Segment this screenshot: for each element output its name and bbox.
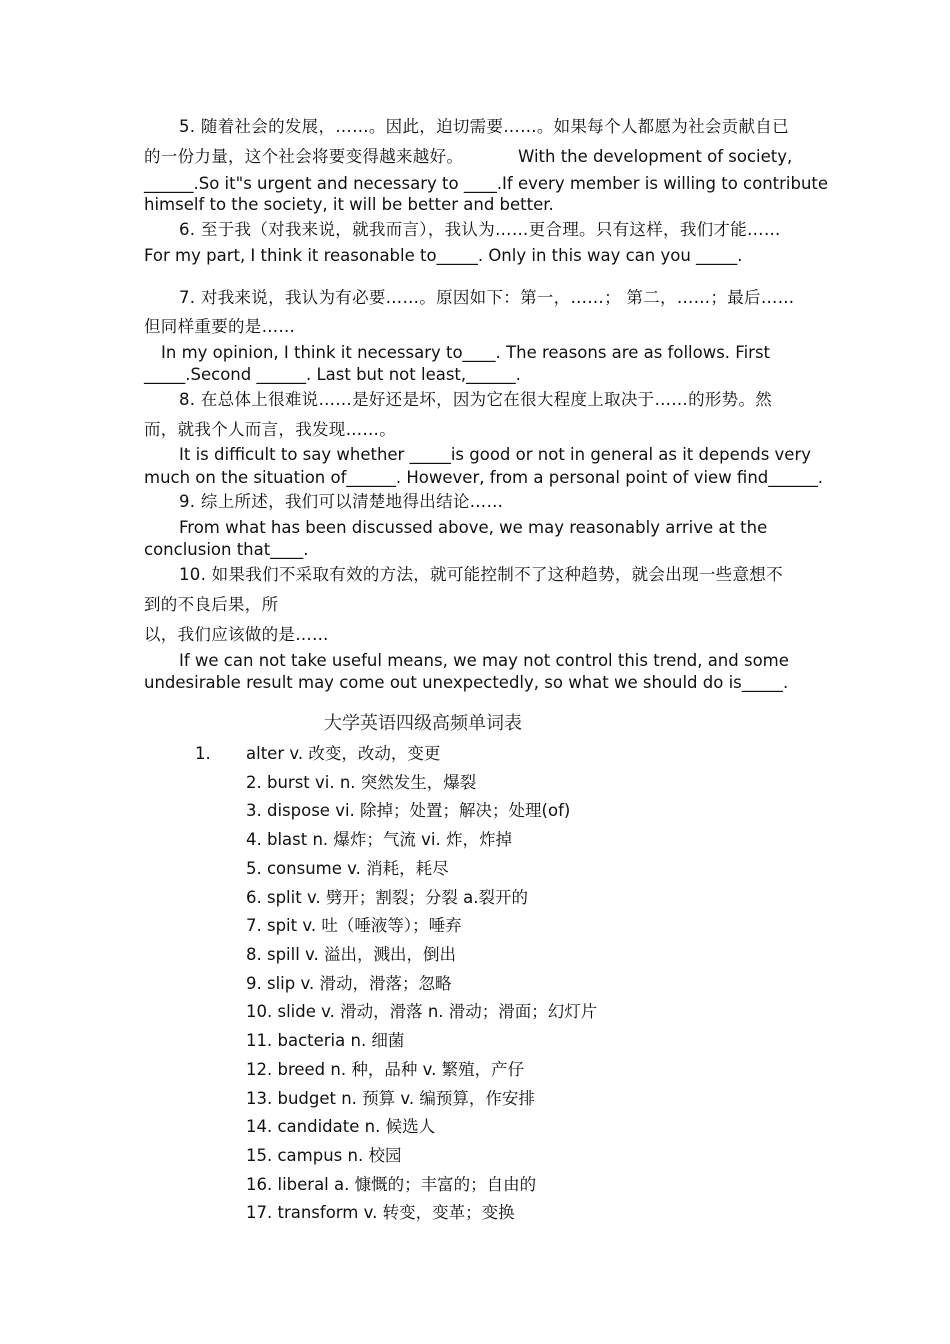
- vocab-item: 13. budget n. 预算 v. 编预算，作安排: [246, 1089, 535, 1108]
- vocab-item: 7. spit v. 吐（唾液等）；唾弃: [246, 916, 462, 935]
- vocab-item: 11. bacteria n. 细菌: [246, 1031, 405, 1050]
- para-8-chinese-line-1: 8. 在总体上很难说……是好还是坏，因为它在很大程度上取决于……的形势。然: [179, 390, 773, 409]
- vocab-item: 6. split v. 劈开；割裂；分裂 a.裂开的: [246, 888, 529, 907]
- vocab-item: 12. breed n. 种，品种 v. 繁殖，产仔: [246, 1060, 525, 1079]
- vocab-item: 9. slip v. 滑动，滑落；忽略: [246, 974, 452, 993]
- para-7-english-line-2: _____.Second ______. Last but not least,______.: [144, 365, 521, 384]
- vocab-item: 17. transform v. 转变，变革；变换: [246, 1203, 515, 1222]
- para-6-chinese: 6. 至于我（对我来说，就我而言），我认为……更合理。只有这样，我们才能……: [179, 220, 781, 239]
- vocab-list-title: 大学英语四级高频单词表: [324, 713, 522, 734]
- para-10-chinese-line-1: 10. 如果我们不采取有效的方法，就可能控制不了这种趋势，就会出现一些意想不: [179, 565, 783, 584]
- para-5-english-line-1: With the development of society,: [518, 147, 793, 166]
- para-10-chinese-line-3: 以，我们应该做的是……: [144, 625, 329, 644]
- para-7-chinese-line-1: 7. 对我来说，我认为有必要……。原因如下：第一，……； 第二，……；最后……: [179, 288, 795, 307]
- vocab-item: 4. blast n. 爆炸；气流 vi. 炸，炸掉: [246, 830, 512, 849]
- para-9-chinese: 9. 综上所述，我们可以清楚地得出结论……: [179, 492, 504, 511]
- para-10-english-line-1: If we can not take useful means, we may not control this trend, and some: [179, 651, 789, 670]
- para-5-english-line-2: ______.So it"s urgent and necessary to ____.If every member is willing to contribute: [144, 174, 829, 193]
- para-5-english-line-3: himself to the society, it will be better and better.: [144, 195, 554, 214]
- vocab-item: 10. slide v. 滑动，滑落 n. 滑动；滑面；幻灯片: [246, 1002, 598, 1021]
- para-9-english-line-1: From what has been discussed above, we may reasonably arrive at the: [179, 518, 768, 537]
- para-9-english-line-2: conclusion that____.: [144, 540, 309, 559]
- para-8-chinese-line-2: 而，就我个人而言，我发现……。: [144, 420, 396, 439]
- para-8-english-line-1: It is difficult to say whether _____is good or not in general as it depends very: [179, 445, 812, 464]
- vocab-item: 16. liberal a. 慷慨的；丰富的；自由的: [246, 1175, 537, 1194]
- vocab-item: 8. spill v. 溢出，溅出，倒出: [246, 945, 457, 964]
- vocab-item: 15. campus n. 校园: [246, 1146, 402, 1165]
- vocab-item: 14. candidate n. 候选人: [246, 1117, 436, 1136]
- para-6-english: For my part, I think it reasonable to_____. Only in this way can you _____.: [144, 246, 743, 265]
- vocab-item: 5. consume v. 消耗，耗尽: [246, 859, 449, 878]
- para-5-chinese-line-2: 的一份力量，这个社会将要变得越来越好。: [144, 147, 464, 166]
- vocab-item: alter v. 改变，改动，变更: [246, 744, 441, 763]
- para-7-english-line-1: In my opinion, I think it necessary to____. The reasons are as follows. First: [161, 343, 771, 362]
- para-8-english-line-2: much on the situation of______. However, from a personal point of view find______.: [144, 468, 824, 487]
- vocab-first-number: 1.: [195, 744, 211, 763]
- para-10-chinese-line-2: 到的不良后果，所: [144, 595, 279, 614]
- para-10-english-line-2: undesirable result may come out unexpectedly, so what we should do is_____.: [144, 673, 789, 692]
- vocab-item: 3. dispose vi. 除掉；处置；解决；处理(of): [246, 801, 571, 820]
- para-5-chinese-line-1: 5. 随着社会的发展，……。因此，迫切需要……。如果每个人都愿为社会贡献自已: [179, 117, 789, 136]
- para-7-chinese-line-2: 但同样重要的是……: [144, 317, 296, 336]
- vocab-item: 2. burst vi. n. 突然发生，爆裂: [246, 773, 477, 792]
